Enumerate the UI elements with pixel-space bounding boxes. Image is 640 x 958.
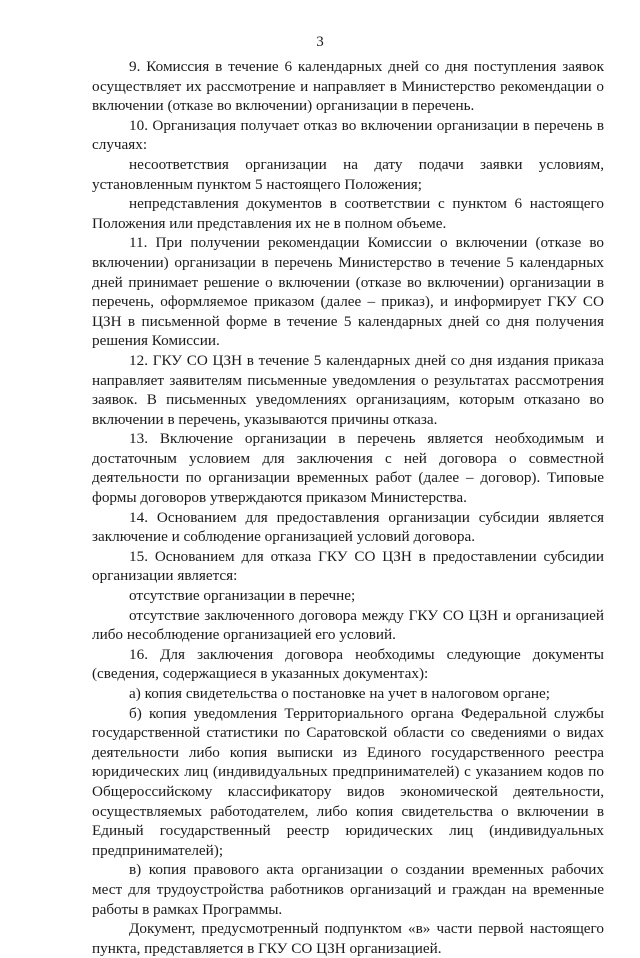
paragraph-11: 11. При получении рекомендации Комиссии о включении (отказе во включении) организации в перечень Министерство в течение 5 календарных дней принимает решение о включении (отказе во включении) организации в перечень, оформляемое приказом (далее – приказ), и информирует ГКУ СО ЦЗН в письменной форме в течение 5 календарных дней со дня получения решения Комиссии. bbox=[92, 234, 604, 350]
document-body bbox=[92, 57, 604, 958]
paragraph-16-item-v: в) копия правового акта организации о создании временных рабочих мест для трудоустройства работников организаций и граждан на временные работы в рамках Программы. bbox=[92, 861, 604, 918]
paragraph-13: 13. Включение организации в перечень является необходимым и достаточным условием для заключения с ней договора о совместной деятельности по организации временных работ (далее – договор). Типовые формы договоров утверждаются приказом Министерства. bbox=[92, 430, 604, 507]
paragraph-12: 12. ГКУ СО ЦЗН в течение 5 календарных дней со дня издания приказа направляет заявителям письменные уведомления о результатах рассмотрения заявок. В письменных уведомлениях организациям, которым отказано во включении в перечень, указываются причины отказа. bbox=[92, 351, 604, 428]
paragraph-15-item-2: отсутствие заключенного договора между ГКУ СО ЦЗН и организацией либо несоблюдение организацией его условий. bbox=[92, 606, 604, 644]
paragraph-10-case-1: несоответствия организации на дату подачи заявки условиям, установленным пунктом 5 настоящего Положения; bbox=[92, 155, 604, 193]
paragraph-9: 9. Комиссия в течение 6 календарных дней со дня поступления заявок осуществляет их рассмотрение и направляет в Министерство рекомендации о включении (отказе во включении) организации в перечень. bbox=[92, 58, 604, 115]
paragraph-10-case-2: непредставления документов в соответствии с пунктом 6 настоящего Положения или представления их не в полном объеме. bbox=[92, 195, 604, 232]
paragraph-16: 16. Для заключения договора необходимы следующие документы (сведения, содержащиеся в указанных документах): bbox=[92, 645, 604, 683]
paragraph-15-item-1: отсутствие организации в перечне; bbox=[129, 587, 356, 605]
paragraph-16-item-a: а) копия свидетельства о постановке на учет в налоговом органе; bbox=[129, 685, 551, 702]
paragraph-16-item-b: б) копия уведомления Территориального органа Федеральной службы государственной статистики по Саратовской области со сведениями о видах деятельности либо копия выписки из Единого государственного реестра юридических лиц (индивидуальных предпринимателей) с указанием кодов по Общероссийскому классификатору видов экономической деятельности, осуществляемых работодателем, либо копия свидетельства о включении в Единый государственный реестр юридических лиц (индивидуальных предпринимателей); bbox=[92, 704, 604, 859]
page-number: 3 bbox=[316, 34, 324, 50]
paragraph-15: 15. Основанием для отказа ГКУ СО ЦЗН в предоставлении субсидии организации является: bbox=[92, 547, 604, 585]
paragraph-16-note: Документ, предусмотренный подпунктом «в» части первой настоящего пункта, представляется в ГКУ СО ЦЗН организацией. bbox=[92, 920, 604, 957]
paragraph-14: 14. Основанием для предоставления организации субсидии является заключение и соблюдение организацией условий договора. bbox=[92, 508, 604, 546]
paragraph-10: 10. Организация получает отказ во включении организации в перечень в случаях: bbox=[92, 116, 604, 154]
